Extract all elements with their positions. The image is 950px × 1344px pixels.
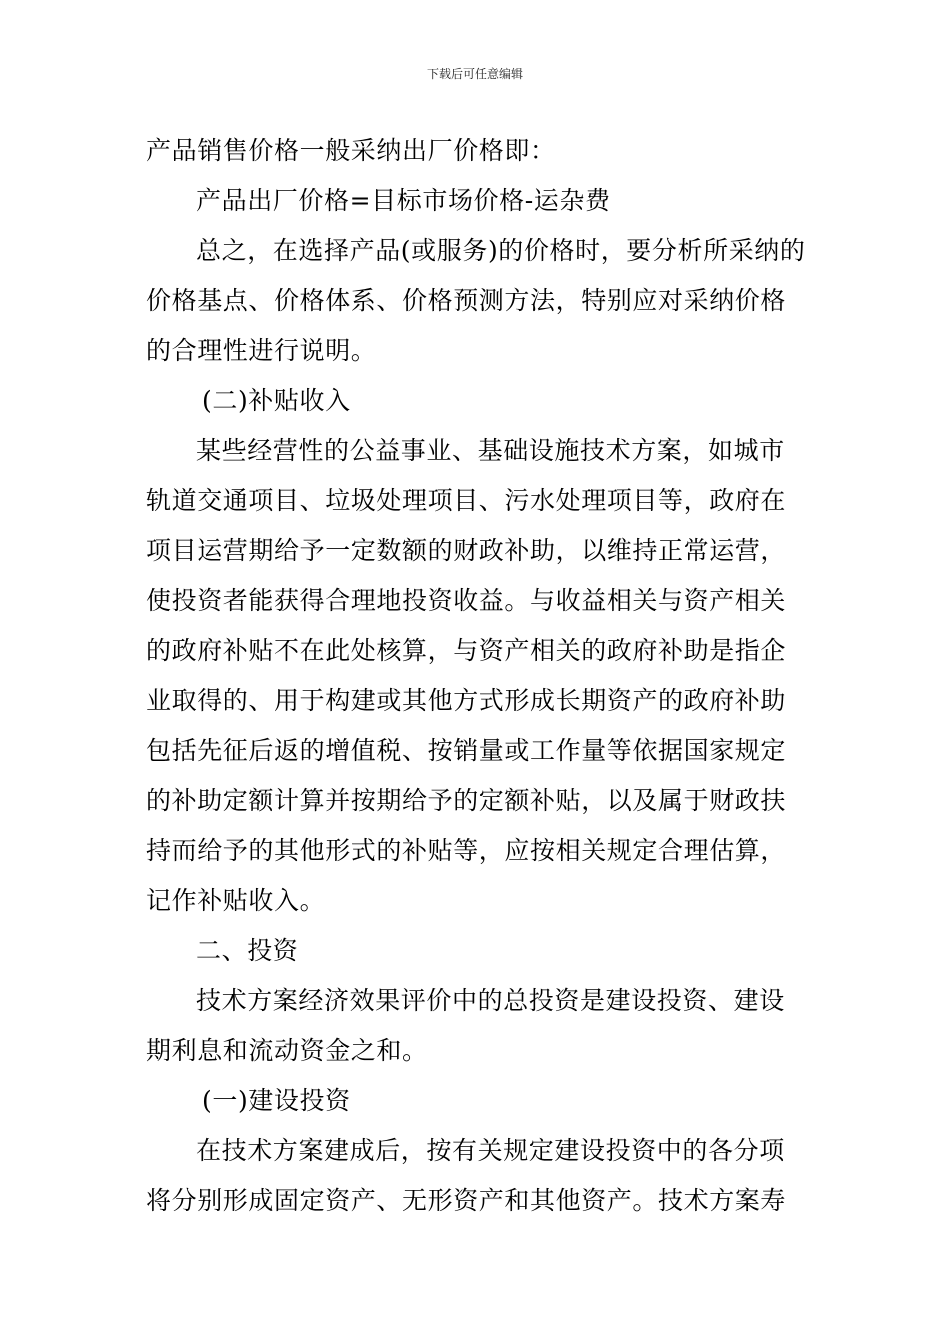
paragraph-line: 轨道交通项目、垃圾处理项目、污水处理项目等，政府在 <box>146 486 787 515</box>
section-heading: 二、投资 <box>196 936 299 965</box>
paragraph-line: 某些经营性的公益事业、基础设施技术方案，如城市 <box>196 436 785 465</box>
paragraph-line: 项目运营期给予一定数额的财政补助，以维持正常运营， <box>146 536 787 565</box>
paragraph-line: 的合理性进行说明。 <box>146 336 377 365</box>
paragraph-line: 持而给予的其他形式的补贴等，应按相关规定合理估算， <box>146 836 787 865</box>
formula-line: 产品出厂价格=目标市场价格-运杂费 <box>196 186 611 215</box>
document-body <box>146 126 808 1226</box>
section-heading: (一)建设投资 <box>202 1086 351 1115</box>
paragraph-line: 业取得的、用于构建或其他方式形成长期资产的政府补助 <box>146 686 787 715</box>
paragraph-line: 技术方案经济效果评价中的总投资是建设投资、建设 <box>196 986 785 1015</box>
paragraph-line: 的补助定额计算并按期给予的定额补贴，以及属于财政扶 <box>146 786 787 815</box>
paragraph-line: 使投资者能获得合理地投资收益。与收益相关与资产相关 <box>146 586 787 615</box>
paragraph-line: 记作补贴收入。 <box>146 886 326 915</box>
section-heading: (二)补贴收入 <box>202 386 351 415</box>
paragraph-line: 将分别形成固定资产、无形资产和其他资产。技术方案寿 <box>146 1186 787 1215</box>
paragraph-line: 价格基点、价格体系、价格预测方法，特别应对采纳价格 <box>146 286 787 315</box>
page-header: 下载后可任意编辑 <box>426 67 523 81</box>
paragraph-line: 的政府补贴不在此处核算，与资产相关的政府补助是指企 <box>146 636 787 665</box>
paragraph-line: 总之，在选择产品(或服务)的价格时，要分析所采纳的 <box>196 236 806 265</box>
paragraph-line: 期利息和流动资金之和。 <box>146 1036 428 1065</box>
paragraph-line: 包括先征后返的增值税、按销量或工作量等依据国家规定 <box>146 736 787 765</box>
text-line: 产品销售价格一般采纳出厂价格即： <box>146 136 556 165</box>
paragraph-line: 在技术方案建成后，按有关规定建设投资中的各分项 <box>196 1136 785 1165</box>
